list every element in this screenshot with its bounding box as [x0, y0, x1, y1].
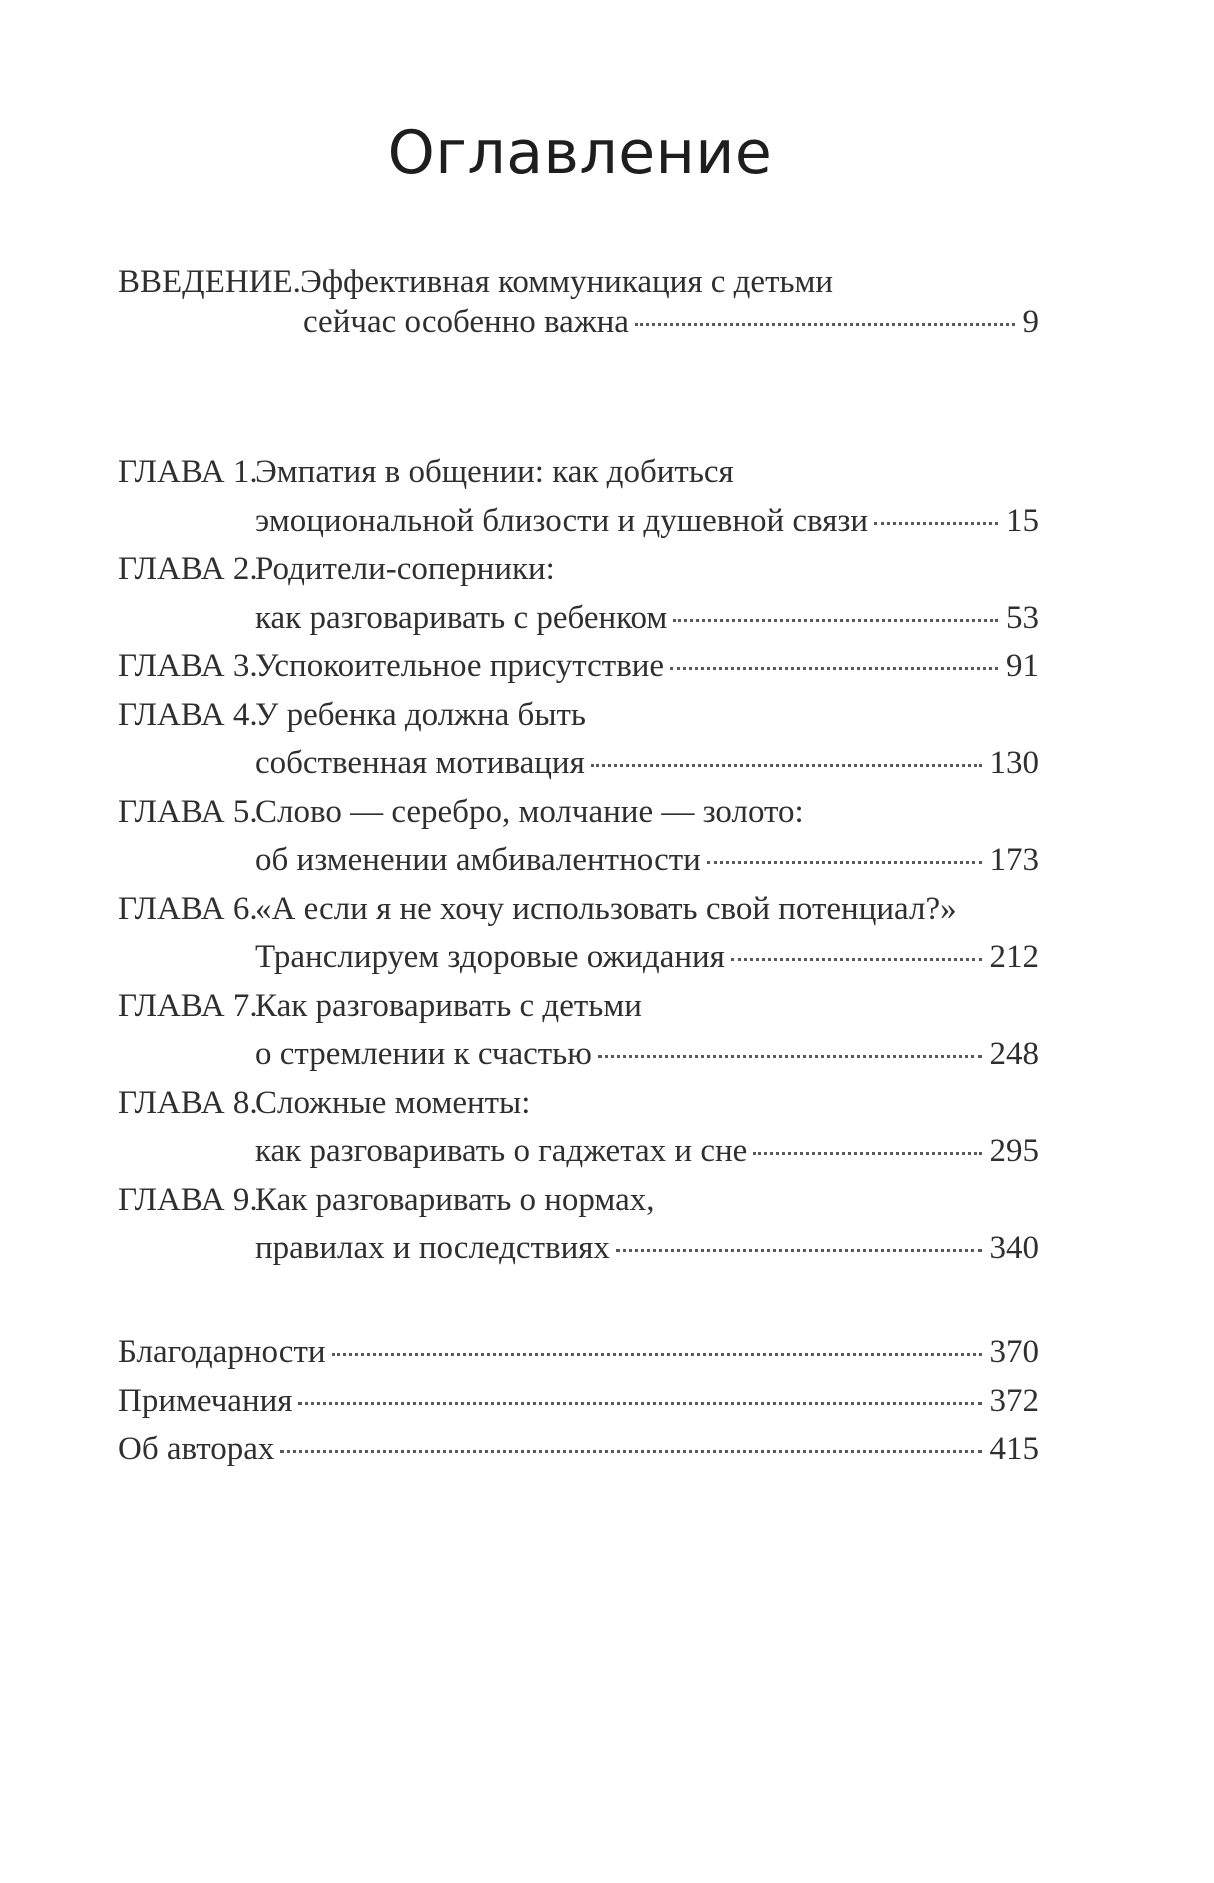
dot-leader: [332, 1353, 982, 1356]
toc-chapter-9-row[interactable]: [255, 1226, 1039, 1270]
toc-chapter-8[interactable]: [0, 1081, 1100, 1125]
toc-chapter-3-row[interactable]: [118, 644, 1039, 688]
toc-chapter-7-title: о стремлении к счастью: [255, 1036, 592, 1072]
toc-chapter-8-title-line1: Сложные моменты:: [255, 1084, 531, 1121]
toc-chapter-2-title: как разговаривать с ребенком: [255, 599, 668, 636]
toc-chapter-1-row[interactable]: [255, 499, 1039, 543]
dot-leader: [670, 667, 998, 670]
toc-chapter-4-title-line1: У ребенка должна быть: [255, 696, 586, 733]
toc-intro[interactable]: [0, 260, 1100, 304]
toc-chapter-6-row[interactable]: [255, 935, 1039, 979]
toc-chapter-5-title-line1: Слово — серебро, молчание — золото:: [255, 793, 804, 830]
toc-back-1-row[interactable]: [118, 1330, 1039, 1374]
toc-chapter-8-title: как разговаривать о гаджетах и сне: [255, 1133, 748, 1169]
toc-chapter-7-title-line1: Как разговаривать с детьми: [255, 987, 642, 1024]
toc-chapter-4-row[interactable]: [255, 741, 1039, 785]
dot-leader: [616, 1249, 982, 1252]
toc-chapter-9-label: ГЛАВА 9.: [118, 1181, 258, 1218]
toc-intro-page: 9: [1022, 304, 1039, 340]
dot-leader: [753, 1152, 981, 1155]
toc-chapter-5-page: 173: [989, 842, 1039, 878]
toc-chapter-9[interactable]: [0, 1178, 1100, 1222]
toc-chapter-5-title: об изменении амбивалентности: [255, 842, 701, 878]
toc-chapter-7-page: 248: [989, 1036, 1039, 1072]
toc-chapter-1-page: 15: [1006, 502, 1039, 539]
toc-chapter-3-label: ГЛАВА 3.: [118, 648, 258, 684]
toc-back-3-page: 415: [989, 1431, 1039, 1467]
dot-leader: [298, 1402, 981, 1405]
dot-leader: [731, 958, 982, 961]
toc-chapter-9-title: правилах и последствиях: [255, 1230, 610, 1266]
toc-chapter-5-label: ГЛАВА 5.: [118, 793, 258, 830]
toc-chapter-3-title-text: Успокоительное присутствие: [255, 648, 665, 684]
toc-back-1-page: 370: [989, 1334, 1039, 1370]
dot-leader: [707, 861, 982, 864]
toc-intro-title-line2: сейчас особенно важна: [303, 304, 629, 340]
toc-chapter-2-page: 53: [1006, 599, 1039, 636]
toc-chapter-3-title: [118, 644, 664, 688]
toc-chapter-8-row[interactable]: [255, 1129, 1039, 1173]
toc-chapter-9-title-line1: Как разговаривать о нормах,: [255, 1181, 655, 1218]
toc-back-3-row[interactable]: [118, 1427, 1039, 1471]
dot-leader: [280, 1450, 981, 1453]
toc-chapter-5-row[interactable]: [255, 838, 1039, 882]
toc-chapter-3-page: 91: [1006, 648, 1039, 684]
toc-chapter-4-label: ГЛАВА 4.: [118, 696, 258, 733]
toc-chapter-7-row[interactable]: [255, 1032, 1039, 1076]
toc-chapter-7[interactable]: [0, 984, 1100, 1028]
page-title: Оглавление: [387, 118, 773, 188]
toc-back-2-title: Примечания: [118, 1382, 293, 1419]
dot-leader: [874, 522, 998, 525]
toc-chapter-2-title-line1: Родители-соперники:: [255, 551, 555, 587]
toc-back-2-page: 372: [989, 1382, 1039, 1419]
dot-leader: [673, 619, 998, 622]
toc-chapter-1-title: эмоциональной близости и душевной связи: [255, 502, 869, 539]
toc-chapter-5[interactable]: [0, 790, 1100, 834]
toc-back-1-title: Благодарности: [118, 1334, 326, 1370]
dot-leader: [598, 1055, 982, 1058]
toc-chapter-4-title: собственная мотивация: [255, 745, 585, 781]
toc-chapter-1-label: ГЛАВА 1.: [118, 454, 258, 490]
dot-leader: [591, 764, 982, 767]
toc-chapter-2[interactable]: [0, 547, 1100, 591]
toc-intro-label: ВВЕДЕНИЕ.: [118, 264, 301, 300]
toc-intro-row[interactable]: [303, 300, 1039, 344]
toc-intro-title-line1: Эффективная коммуникация с детьми: [300, 264, 834, 300]
toc-chapter-6-label: ГЛАВА 6.: [118, 890, 258, 927]
toc-chapter-1[interactable]: [0, 450, 1100, 494]
toc-chapter-8-page: 295: [989, 1133, 1039, 1169]
toc-chapter-6-title-line1: «А если я не хочу использовать свой потенциал?»: [255, 890, 957, 927]
toc-chapter-6[interactable]: [0, 887, 1100, 931]
toc-chapter-7-label: ГЛАВА 7.: [118, 987, 258, 1024]
toc-chapter-4[interactable]: [0, 693, 1100, 737]
toc-back-2-row[interactable]: [118, 1379, 1039, 1423]
toc-chapter-6-page: 212: [989, 939, 1039, 975]
toc-chapter-8-label: ГЛАВА 8.: [118, 1084, 258, 1121]
toc-chapter-2-row[interactable]: [255, 596, 1039, 640]
toc-chapter-4-page: 130: [989, 745, 1039, 781]
toc-chapter-1-title-line1: Эмпатия в общении: как добиться: [255, 454, 734, 490]
toc-chapter-6-title: Транслируем здоровые ожидания: [255, 939, 725, 975]
toc-back-3-title: Об авторах: [118, 1431, 275, 1467]
toc-chapter-9-page: 340: [989, 1230, 1039, 1266]
toc-chapter-2-label: ГЛАВА 2.: [118, 551, 258, 587]
dot-leader: [635, 323, 1015, 326]
